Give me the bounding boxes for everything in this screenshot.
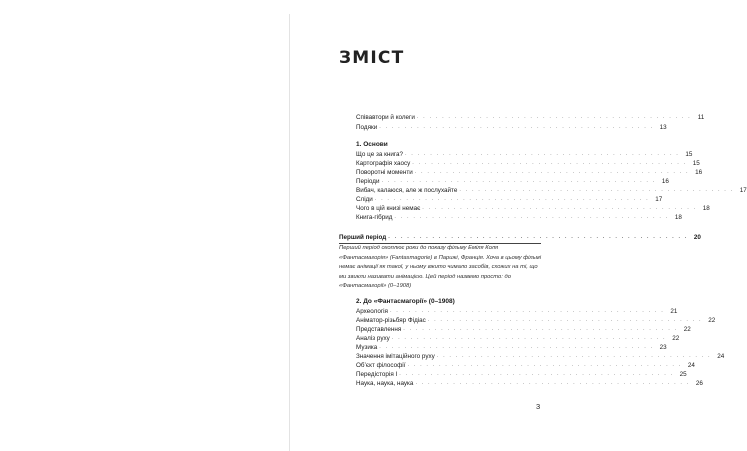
toc-entry-label: Що це за книга? bbox=[356, 151, 403, 158]
toc-entry-page: 25 bbox=[679, 371, 687, 378]
toc-entry-label: Книга-гібрид bbox=[356, 214, 393, 221]
toc-entry-label: Аналіз руху bbox=[356, 335, 390, 342]
toc-leader: . . . . . . . . . . . . . . . . . . . . . . . . . . . . . . . . . . . . . . . . . . . . bbox=[422, 205, 697, 211]
toc-entry-label: Музика bbox=[356, 344, 378, 351]
toc-entry-label: Значення імітаційного руху bbox=[356, 353, 435, 360]
part-intro: Перший період охоплює роки до показу фільму Еміля Коля «Фантасмагорія» (Fantasmagorie) в Парижі, Франція. Хоча в цьому фільмі немає анімації як такої, у ньому вжито чимало засобів, схожих на ті, що ми звикли називати анімацією. Цей період назвемо просто: до «Фантасмагорії» (0–1908) bbox=[339, 245, 541, 290]
toc-leader: . . . . . . . . . . . . . . . . . . . . . . . . . . . . . . . . . . . . . . . . . . . . bbox=[416, 114, 692, 120]
toc-entry-page: 26 bbox=[695, 380, 703, 387]
part-entry-page: 20 bbox=[693, 234, 701, 241]
toc-entry-page: 16 bbox=[661, 178, 669, 185]
toc-leader: . . . . . . . . . . . . . . . . . . . . . . . . . . . . . . . . . . . . . . . . . . . . bbox=[412, 160, 687, 166]
toc-leader: . . . . . . . . . . . . . . . . . . . . . . . . . . . . . . . . . . . . . . . . . . . . bbox=[379, 344, 654, 350]
toc-leader: . . . . . . . . . . . . . . . . . . . . . . . . . . . . . . . . . . . . . . . . . . . . bbox=[403, 326, 678, 332]
chapter-title: 2. До «Фантасмагорії» (0–1908) bbox=[356, 298, 455, 305]
toc-entry-label: Аніматор-різьбяр Фідіас bbox=[356, 317, 426, 324]
toc-entry-page: 24 bbox=[717, 353, 725, 360]
toc-entry-label: Представлення bbox=[356, 326, 402, 333]
toc-leader: . . . . . . . . . . . . . . . . . . . . . . . . . . . . . . . . . . . . . . . . . . . . bbox=[415, 380, 690, 386]
toc-leader: . . . . . . . . . . . . . . . . . . . . . . . . . . . . . . . . . . . . . . . . . . . . bbox=[391, 335, 667, 341]
toc-entry-page: 18 bbox=[674, 214, 682, 221]
toc-entry bbox=[356, 112, 705, 122]
toc-leader: . . . . . . . . . . . . . . . . . . . . . . . . . . . . . . . . . . . . . . . . . . . . bbox=[399, 371, 674, 377]
toc-entry-label: Археологія bbox=[356, 308, 388, 315]
toc-leader: . . . . . . . . . . . . . . . . . . . . . . . . . . . . . . . . . . . . . . . . . . . . bbox=[374, 196, 650, 202]
toc-entry-page: 15 bbox=[685, 151, 693, 158]
chapter-title: 1. Основи bbox=[356, 141, 388, 148]
toc-entry-page: 16 bbox=[695, 169, 703, 176]
toc-entry-page: 11 bbox=[697, 114, 705, 121]
part-entry-label: Перший період bbox=[339, 234, 387, 241]
toc-entry-label: Періоди bbox=[356, 178, 380, 185]
toc-entry-page: 23 bbox=[659, 344, 667, 351]
toc-leader: . . . . . . . . . . . . . . . . . . . . . . . . . . . . . . . . . . . . . . . . . . . . bbox=[405, 151, 680, 157]
toc-entry bbox=[356, 212, 682, 222]
page-number: 3 bbox=[536, 402, 541, 411]
toc-entry bbox=[356, 122, 667, 132]
toc-leader: . . . . . . . . . . . . . . . . . . . . . . . . . . . . . . . . . . . . . . . . . . . . bbox=[436, 353, 712, 359]
toc-leader: . . . . . . . . . . . . . . . . . . . . . . . . . . . . . . . . . . . . . . . . . . . . bbox=[459, 187, 734, 193]
toc-leader: . . . . . . . . . . . . . . . . . . . . . . . . . . . . . . . . . . . . . . . . . . . . bbox=[407, 362, 682, 368]
toc-entry-label: Поворотні моменти bbox=[356, 169, 413, 176]
toc-entry-label: Об’єкт філософії bbox=[356, 362, 406, 369]
toc-entry-label: Подяки bbox=[356, 124, 378, 131]
page-title: ЗМІСТ bbox=[339, 48, 405, 68]
toc-entry-page: 22 bbox=[672, 335, 680, 342]
toc-entry-label: Сліди bbox=[356, 196, 373, 203]
toc-entry-page: 17 bbox=[655, 196, 663, 203]
toc-entry-label: Вибач, калаюся, але ж послухайте bbox=[356, 187, 458, 194]
toc-entry-label: Чого в цій книзі немає bbox=[356, 205, 421, 212]
left-page bbox=[0, 0, 289, 451]
toc-entry-page: 21 bbox=[670, 308, 678, 315]
toc-entry-page: 13 bbox=[659, 124, 667, 131]
toc-entry-page: 22 bbox=[708, 317, 716, 324]
toc-leader: . . . . . . . . . . . . . . . . . . . . . . . . . . . . . . . . . . . . . . . . . . . . . . . . bbox=[388, 234, 688, 240]
toc-entry-label: Картографія хаосу bbox=[356, 160, 411, 167]
toc-entry-label: Наука, наука, наука bbox=[356, 380, 414, 387]
toc-leader: . . . . . . . . . . . . . . . . . . . . . . . . . . . . . . . . . . . . . . . . . . . . bbox=[379, 124, 654, 130]
toc-entry bbox=[356, 378, 703, 388]
toc-leader: . . . . . . . . . . . . . . . . . . . . . . . . . . . . . . . . . . . . . . . . . . . . bbox=[427, 317, 703, 323]
toc-leader: . . . . . . . . . . . . . . . . . . . . . . . . . . . . . . . . . . . . . . . . . . . . bbox=[381, 178, 656, 184]
toc-leader: . . . . . . . . . . . . . . . . . . . . . . . . . . . . . . . . . . . . . . . . . . . . bbox=[394, 214, 669, 220]
toc-entry-page: 17 bbox=[739, 187, 747, 194]
toc-leader: . . . . . . . . . . . . . . . . . . . . . . . . . . . . . . . . . . . . . . . . . . . . bbox=[389, 308, 665, 314]
toc-entry-page: 18 bbox=[702, 205, 710, 212]
toc-entry-label: Співавтори й колеги bbox=[356, 114, 415, 121]
toc-entry-page: 15 bbox=[692, 160, 700, 167]
toc-entry-label: Передісторія І bbox=[356, 371, 398, 378]
part-entry bbox=[339, 232, 701, 242]
toc-entry-page: 24 bbox=[687, 362, 695, 369]
toc-leader: . . . . . . . . . . . . . . . . . . . . . . . . . . . . . . . . . . . . . . . . . . . . bbox=[414, 169, 690, 175]
toc-entry-page: 22 bbox=[683, 326, 691, 333]
